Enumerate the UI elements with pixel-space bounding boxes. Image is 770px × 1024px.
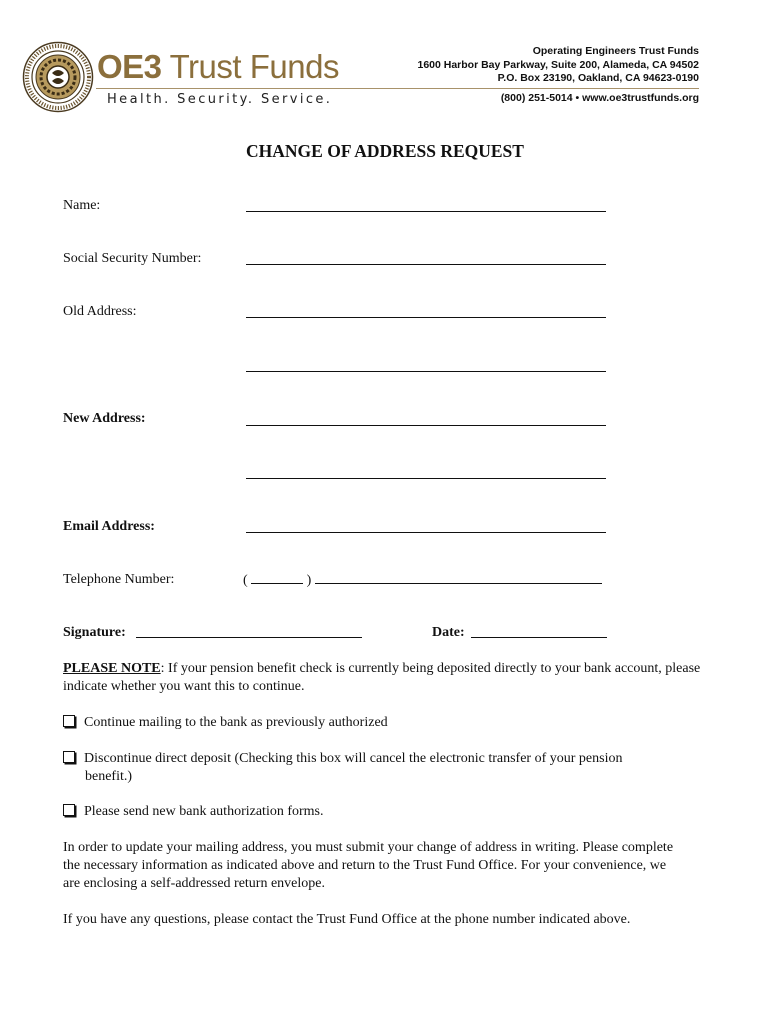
old-address-label: Old Address: (63, 304, 137, 319)
org-name: Operating Engineers Trust Funds (532, 45, 699, 57)
telephone-field[interactable] (243, 571, 602, 589)
new-address-field-line-1[interactable] (246, 425, 606, 426)
signature-label: Signature: (63, 625, 126, 640)
new-address-field-line-2[interactable] (246, 478, 606, 479)
checkbox-icon[interactable] (63, 751, 75, 763)
old-address-field-line-1[interactable] (246, 317, 606, 318)
please-note-heading: PLEASE NOTE (63, 661, 161, 676)
option-new-bank-forms[interactable] (63, 803, 703, 821)
ssn-label: Social Security Number: (63, 251, 202, 266)
date-label: Date: (432, 625, 465, 640)
ssn-field[interactable] (246, 264, 606, 265)
brand-suffix: Trust Funds (169, 48, 339, 85)
option-label: Discontinue direct deposit (Checking this box will cancel the electronic transfer of your pension (84, 751, 623, 766)
brand-wordmark (97, 47, 339, 87)
option-label: Continue mailing to the bank as previously authorized (84, 715, 388, 730)
checkbox-icon[interactable] (63, 715, 75, 727)
area-code-close-paren: ) (306, 573, 312, 588)
old-address-field-line-2[interactable] (246, 371, 606, 372)
email-label: Email Address: (63, 519, 155, 534)
questions-paragraph: If you have any questions, please contact the Trust Fund Office at the phone number indicated above. (63, 912, 631, 927)
option-label: Please send new bank authorization forms. (84, 804, 324, 819)
new-address-label: New Address: (63, 411, 146, 426)
address-line-2: P.O. Box 23190, Oakland, CA 94623-0190 (497, 72, 699, 84)
brand-prefix: OE3 (97, 48, 162, 85)
instructions-paragraph: In order to update your mailing address, you must submit your change of address in writing. Please complete the necessary information as indicated above and return to the Trust Fund Office. For your convenience, we are enclosing a self-addressed return envelope. (63, 840, 674, 891)
checkbox-icon[interactable] (63, 804, 75, 816)
oe3-seal-logo (22, 41, 94, 113)
area-code-blank[interactable] (251, 571, 303, 584)
option-discontinue-deposit[interactable] (63, 750, 703, 786)
email-field[interactable] (246, 532, 606, 533)
telephone-label: Telephone Number: (63, 572, 175, 587)
header-divider (96, 88, 699, 89)
address-line-1: 1600 Harbor Bay Parkway, Suite 200, Alameda, CA 94502 (417, 58, 699, 71)
org-address-block (417, 45, 699, 86)
area-code-open-paren: ( (243, 573, 248, 588)
brand-tagline: Health. Security. Service. (107, 92, 333, 107)
org-contact: (800) 251-5014 • www.oe3trustfunds.org (500, 92, 699, 104)
please-note-text: : If your pension benefit check is currently being deposited directly to your bank account, please indicate whether you want this to continue. (63, 661, 701, 694)
date-field[interactable] (471, 637, 607, 638)
please-note-paragraph (63, 660, 703, 696)
name-label: Name: (63, 198, 101, 213)
option-label-continuation: benefit.) (85, 769, 133, 784)
phone-number-blank[interactable] (315, 571, 602, 584)
signature-field[interactable] (136, 637, 362, 638)
name-field[interactable] (246, 211, 606, 212)
form-title: CHANGE OF ADDRESS REQUEST (246, 141, 524, 161)
option-continue-mailing[interactable] (63, 714, 703, 732)
